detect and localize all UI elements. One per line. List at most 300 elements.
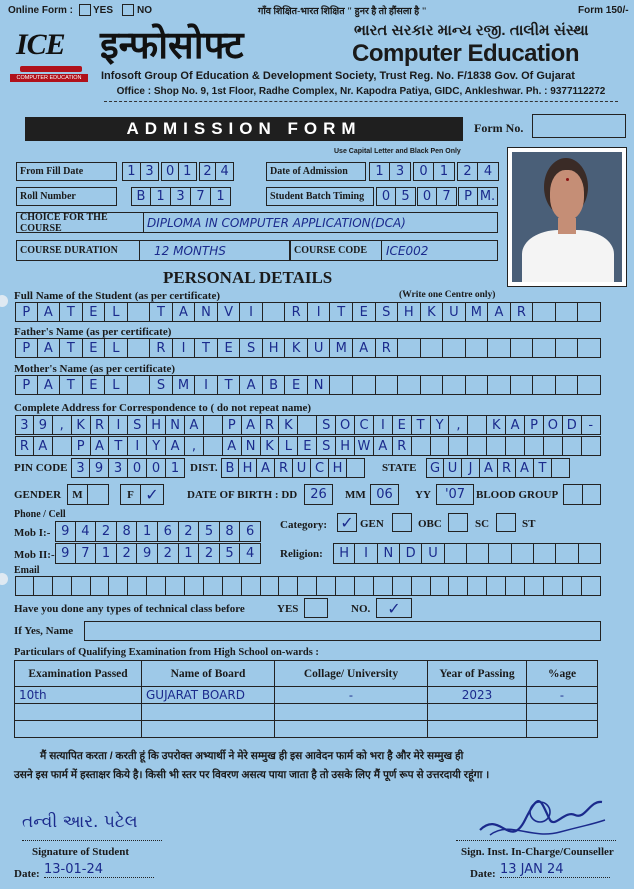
char-box[interactable]: B: [221, 458, 239, 478]
char-box[interactable]: [421, 375, 444, 395]
char-box[interactable]: [511, 375, 534, 395]
char-box[interactable]: [534, 543, 556, 564]
char-box[interactable]: 0: [147, 458, 166, 478]
char-box[interactable]: C: [311, 458, 329, 478]
char-box[interactable]: [330, 375, 353, 395]
char-box[interactable]: 7: [76, 543, 97, 564]
exam-cell[interactable]: [428, 721, 527, 738]
char-box[interactable]: [263, 302, 286, 322]
char-box[interactable]: [544, 576, 563, 596]
char-box[interactable]: S: [150, 375, 173, 395]
char-box[interactable]: [449, 576, 468, 596]
char-box[interactable]: 9: [55, 543, 76, 564]
char-box[interactable]: [525, 436, 544, 456]
char-box[interactable]: [128, 302, 151, 322]
char-box[interactable]: E: [353, 302, 376, 322]
char-box[interactable]: [298, 576, 317, 596]
char-box[interactable]: A: [374, 436, 393, 456]
char-box[interactable]: A: [38, 302, 61, 322]
char-box[interactable]: T: [195, 338, 218, 358]
col-university: Collage/ University: [275, 661, 428, 687]
char-box[interactable]: R: [261, 415, 280, 435]
char-box[interactable]: Y: [431, 415, 450, 435]
char-box[interactable]: V: [218, 302, 241, 322]
char-box[interactable]: J: [462, 458, 480, 478]
fill-date-boxes[interactable]: 1 3 0 1 2 4: [122, 162, 234, 181]
char-box[interactable]: D: [400, 543, 422, 564]
char-box[interactable]: [53, 436, 72, 456]
char-box[interactable]: I: [240, 302, 263, 322]
char-box[interactable]: K: [261, 436, 280, 456]
char-box[interactable]: K: [279, 415, 298, 435]
char-box[interactable]: T: [330, 302, 353, 322]
char-box[interactable]: B: [263, 375, 286, 395]
batch-timing-boxes[interactable]: 0 5 0 7 P M.: [376, 187, 498, 206]
char-box[interactable]: A: [257, 458, 275, 478]
char-box[interactable]: T: [218, 375, 241, 395]
char-box[interactable]: H: [263, 338, 286, 358]
father-name-boxes[interactable]: [15, 338, 601, 358]
char-box[interactable]: T: [109, 436, 128, 456]
char-box[interactable]: L: [105, 375, 128, 395]
char-box[interactable]: [506, 436, 525, 456]
char-box[interactable]: R: [285, 302, 308, 322]
pin-code-boxes[interactable]: [71, 458, 185, 478]
char-box[interactable]: 3: [15, 415, 34, 435]
char-box[interactable]: C: [355, 415, 374, 435]
char-box[interactable]: [72, 576, 91, 596]
char-box[interactable]: R: [376, 338, 399, 358]
char-box[interactable]: H: [329, 458, 347, 478]
char-box[interactable]: [298, 415, 317, 435]
char-box[interactable]: U: [443, 302, 466, 322]
char-box[interactable]: R: [511, 302, 534, 322]
char-box[interactable]: [556, 375, 579, 395]
declaration-line-2: उसने इस फार्म में हस्ताक्षर किये है। किसी भी स्तर पर विवरण असत्य पाया जाता है तो उसके लिए मैं पूर्ण रूप से उत्तरदायी रहूंगा ।: [14, 769, 490, 781]
char-box[interactable]: R: [393, 436, 412, 456]
char-box[interactable]: S: [317, 415, 336, 435]
char-box[interactable]: [525, 576, 544, 596]
char-box[interactable]: M: [330, 338, 353, 358]
char-box[interactable]: [449, 436, 468, 456]
char-box[interactable]: A: [223, 436, 242, 456]
char-box[interactable]: [166, 576, 185, 596]
char-box[interactable]: [204, 436, 223, 456]
char-box[interactable]: T: [60, 375, 83, 395]
char-box[interactable]: [443, 338, 466, 358]
dob-day-field[interactable]: 26: [304, 484, 333, 505]
mob2-boxes[interactable]: [55, 543, 261, 564]
char-box[interactable]: A: [353, 338, 376, 358]
char-box[interactable]: [468, 415, 487, 435]
char-box[interactable]: 1: [137, 521, 158, 542]
char-box[interactable]: [412, 436, 431, 456]
char-box[interactable]: E: [285, 375, 308, 395]
char-box[interactable]: L: [279, 436, 298, 456]
char-box[interactable]: O: [544, 415, 563, 435]
char-box[interactable]: 9: [55, 521, 76, 542]
char-box[interactable]: P: [223, 415, 242, 435]
religion-label: Religion:: [280, 548, 323, 560]
char-box[interactable]: 3: [71, 458, 90, 478]
char-box[interactable]: [563, 576, 582, 596]
char-box[interactable]: R: [498, 458, 516, 478]
char-box[interactable]: [556, 302, 579, 322]
char-box[interactable]: [376, 375, 399, 395]
char-box[interactable]: A: [185, 415, 204, 435]
char-box[interactable]: [374, 576, 393, 596]
char-box[interactable]: [468, 576, 487, 596]
category-obc-checkbox[interactable]: [392, 513, 412, 532]
char-box[interactable]: [398, 375, 421, 395]
char-box[interactable]: H: [147, 415, 166, 435]
char-box[interactable]: [466, 375, 489, 395]
char-box[interactable]: [466, 338, 489, 358]
char-box[interactable]: [489, 543, 511, 564]
institute-logo: [10, 26, 88, 84]
category-st-checkbox[interactable]: [496, 513, 516, 532]
char-box[interactable]: [204, 576, 223, 596]
char-box[interactable]: [533, 338, 556, 358]
district-boxes[interactable]: [221, 458, 365, 478]
counsellor-signature-line: [456, 840, 616, 841]
table-row[interactable]: [15, 704, 598, 721]
char-box[interactable]: A: [240, 375, 263, 395]
online-no-checkbox[interactable]: [122, 4, 134, 16]
char-box[interactable]: N: [166, 415, 185, 435]
char-box[interactable]: [109, 576, 128, 596]
form-fee: Form 150/-: [578, 5, 629, 16]
char-box[interactable]: [533, 302, 556, 322]
char-box[interactable]: [544, 436, 563, 456]
char-box[interactable]: K: [72, 415, 91, 435]
char-box[interactable]: [91, 576, 110, 596]
exam-cell[interactable]: [15, 721, 142, 738]
char-box[interactable]: P: [72, 436, 91, 456]
char-box[interactable]: [128, 375, 151, 395]
exam-cell[interactable]: 2023: [428, 687, 527, 704]
char-box[interactable]: [512, 543, 534, 564]
char-box[interactable]: [533, 375, 556, 395]
char-box[interactable]: K: [487, 415, 506, 435]
address-line1-boxes[interactable]: [15, 415, 601, 435]
char-box[interactable]: [34, 576, 53, 596]
char-box[interactable]: N: [378, 543, 400, 564]
char-box[interactable]: A: [34, 436, 53, 456]
char-box[interactable]: 1: [179, 543, 200, 564]
char-box[interactable]: E: [393, 415, 412, 435]
pin-code-label: PIN CODE: [14, 462, 68, 474]
char-box[interactable]: E: [298, 436, 317, 456]
char-box[interactable]: [443, 375, 466, 395]
char-box[interactable]: O: [336, 415, 355, 435]
char-box[interactable]: A: [488, 302, 511, 322]
char-box[interactable]: 3: [109, 458, 128, 478]
char-box[interactable]: W: [355, 436, 374, 456]
exam-cell[interactable]: [15, 704, 142, 721]
char-box[interactable]: [468, 436, 487, 456]
char-box[interactable]: A: [242, 415, 261, 435]
char-box[interactable]: [578, 302, 601, 322]
exam-cell[interactable]: [142, 721, 275, 738]
course-choice-field[interactable]: DIPLOMA IN COMPUTER APPLICATION(DCA): [144, 212, 498, 233]
exam-cell[interactable]: 10th: [15, 687, 142, 704]
char-box[interactable]: E: [218, 338, 241, 358]
form-no-field[interactable]: [532, 114, 626, 138]
char-box[interactable]: [317, 576, 336, 596]
char-box[interactable]: [412, 576, 431, 596]
char-box[interactable]: I: [109, 415, 128, 435]
char-box[interactable]: A: [91, 436, 110, 456]
char-box[interactable]: [421, 338, 444, 358]
char-box[interactable]: ,: [53, 415, 72, 435]
char-box[interactable]: A: [173, 302, 196, 322]
char-box[interactable]: [223, 576, 242, 596]
char-box[interactable]: A: [38, 338, 61, 358]
char-box[interactable]: R: [91, 415, 110, 435]
char-box[interactable]: K: [421, 302, 444, 322]
exam-cell[interactable]: -: [275, 687, 428, 704]
mob1-boxes[interactable]: [55, 521, 261, 542]
char-box[interactable]: 2: [179, 521, 200, 542]
char-box[interactable]: U: [444, 458, 462, 478]
char-box[interactable]: [487, 436, 506, 456]
char-box[interactable]: I: [374, 415, 393, 435]
char-box[interactable]: R: [150, 338, 173, 358]
char-box[interactable]: 9: [137, 543, 158, 564]
char-box[interactable]: H: [333, 543, 355, 564]
char-box[interactable]: -: [582, 415, 601, 435]
exam-cell[interactable]: [428, 704, 527, 721]
char-box[interactable]: [353, 375, 376, 395]
char-box[interactable]: 4: [240, 543, 261, 564]
student-date-field[interactable]: 13-01-24: [44, 862, 154, 878]
char-box[interactable]: 5: [199, 521, 220, 542]
char-box[interactable]: 2: [96, 521, 117, 542]
char-box[interactable]: 2: [117, 543, 138, 564]
char-box[interactable]: A: [166, 436, 185, 456]
col-year: Year of Passing: [428, 661, 527, 687]
full-name-boxes[interactable]: [15, 302, 601, 322]
char-box[interactable]: 8: [220, 521, 241, 542]
char-box[interactable]: [579, 543, 601, 564]
dob-label: DATE OF BIRTH : DD: [187, 489, 298, 501]
char-box[interactable]: 5: [220, 543, 241, 564]
religion-boxes[interactable]: [333, 543, 601, 564]
char-box[interactable]: [15, 576, 34, 596]
category-sc-checkbox[interactable]: [448, 513, 468, 532]
char-box[interactable]: ,: [185, 436, 204, 456]
dob-month-field[interactable]: 06: [370, 484, 399, 505]
char-box[interactable]: [53, 576, 72, 596]
char-box[interactable]: [279, 576, 298, 596]
dob-year-field[interactable]: '07: [436, 484, 474, 505]
category-obc-label: OBC: [418, 518, 442, 530]
char-box[interactable]: [552, 458, 570, 478]
char-box[interactable]: T: [150, 302, 173, 322]
roll-number-boxes[interactable]: B 1 3 7 1: [131, 187, 231, 206]
char-box[interactable]: 8: [117, 521, 138, 542]
char-box[interactable]: R: [275, 458, 293, 478]
form-title: ADMISSION FORM: [25, 117, 463, 141]
gender-m-box[interactable]: [87, 484, 109, 505]
char-box[interactable]: [556, 338, 579, 358]
char-box[interactable]: P: [525, 415, 544, 435]
tech-yes-checkbox[interactable]: [304, 598, 328, 618]
char-box[interactable]: A: [38, 375, 61, 395]
char-box[interactable]: I: [308, 302, 331, 322]
exam-cell[interactable]: -: [527, 687, 598, 704]
category-gen-checkbox[interactable]: ✓: [337, 513, 357, 532]
char-box[interactable]: [467, 543, 489, 564]
char-box[interactable]: K: [285, 338, 308, 358]
char-box[interactable]: [242, 576, 261, 596]
course-code-field[interactable]: ICE002: [382, 240, 498, 261]
char-box[interactable]: [578, 375, 601, 395]
char-box[interactable]: [185, 576, 204, 596]
char-box[interactable]: [431, 436, 450, 456]
state-boxes[interactable]: [426, 458, 570, 478]
logo-caption: COMPUTER EDUCATION: [10, 74, 88, 82]
char-box[interactable]: [563, 436, 582, 456]
capital-note: Use Capital Letter and Black Pen Only: [334, 148, 461, 155]
admission-date-boxes[interactable]: 1 3 0 1 2 4: [369, 162, 499, 181]
char-box[interactable]: [128, 338, 151, 358]
tech-class-question: Have you done any types of technical class before: [14, 603, 245, 615]
char-box[interactable]: I: [128, 436, 147, 456]
char-box[interactable]: H: [239, 458, 257, 478]
char-box[interactable]: [488, 338, 511, 358]
exam-cell[interactable]: [527, 704, 598, 721]
char-box[interactable]: 0: [128, 458, 147, 478]
category-label: Category:: [280, 519, 328, 531]
char-box[interactable]: [347, 458, 365, 478]
char-box[interactable]: U: [308, 338, 331, 358]
char-box[interactable]: M: [173, 375, 196, 395]
char-box[interactable]: 9: [34, 415, 53, 435]
exam-cell[interactable]: [275, 721, 428, 738]
char-box[interactable]: P: [15, 338, 38, 358]
char-box[interactable]: [582, 576, 601, 596]
char-box[interactable]: H: [398, 302, 421, 322]
exam-cell[interactable]: GUJARAT BOARD: [142, 687, 275, 704]
exam-cell[interactable]: [275, 704, 428, 721]
char-box[interactable]: E: [83, 302, 106, 322]
char-box[interactable]: [355, 576, 374, 596]
char-box[interactable]: [488, 375, 511, 395]
char-box[interactable]: ,: [449, 415, 468, 435]
char-box[interactable]: T: [412, 415, 431, 435]
gender-label: GENDER: [14, 489, 62, 501]
char-box[interactable]: [261, 576, 280, 596]
table-row[interactable]: [15, 687, 598, 704]
address-line2-boxes[interactable]: [15, 436, 601, 456]
if-yes-name-field[interactable]: [84, 621, 601, 641]
email-boxes[interactable]: [15, 576, 601, 596]
char-box[interactable]: [578, 338, 601, 358]
char-box[interactable]: I: [195, 375, 218, 395]
char-box[interactable]: E: [83, 375, 106, 395]
mother-name-boxes[interactable]: [15, 375, 601, 395]
char-box[interactable]: 6: [240, 521, 261, 542]
group-line: Infosoft Group Of Education & Development Society, Trust Reg. No. F/1838 Gov. Of Gujarat: [101, 70, 575, 82]
char-box[interactable]: I: [355, 543, 377, 564]
char-box[interactable]: [128, 576, 147, 596]
exam-cell[interactable]: [142, 704, 275, 721]
char-box[interactable]: R: [15, 436, 34, 456]
char-box[interactable]: S: [376, 302, 399, 322]
char-box[interactable]: U: [293, 458, 311, 478]
char-box[interactable]: L: [105, 302, 128, 322]
char-box[interactable]: [393, 576, 412, 596]
char-box[interactable]: N: [242, 436, 261, 456]
course-duration-field[interactable]: 12 MONTHS: [140, 240, 290, 261]
char-box[interactable]: [582, 436, 601, 456]
char-box[interactable]: L: [105, 338, 128, 358]
char-box[interactable]: D: [563, 415, 582, 435]
blood-group-field[interactable]: [563, 484, 601, 505]
char-box[interactable]: [445, 543, 467, 564]
char-box[interactable]: [506, 576, 525, 596]
char-box[interactable]: 4: [76, 521, 97, 542]
char-box[interactable]: 1: [96, 543, 117, 564]
char-box[interactable]: [204, 415, 223, 435]
char-box[interactable]: A: [506, 415, 525, 435]
char-box[interactable]: P: [15, 302, 38, 322]
char-box[interactable]: T: [534, 458, 552, 478]
centre-note: (Write one Centre only): [399, 290, 496, 300]
char-box[interactable]: [336, 576, 355, 596]
char-box[interactable]: S: [128, 415, 147, 435]
exam-cell[interactable]: [527, 721, 598, 738]
char-box[interactable]: U: [422, 543, 444, 564]
char-box[interactable]: I: [173, 338, 196, 358]
char-box[interactable]: 2: [158, 543, 179, 564]
char-box[interactable]: [147, 576, 166, 596]
char-box[interactable]: [511, 338, 534, 358]
char-box[interactable]: M: [466, 302, 489, 322]
char-box[interactable]: 1: [166, 458, 185, 478]
char-box[interactable]: H: [336, 436, 355, 456]
char-box[interactable]: P: [15, 375, 38, 395]
char-box[interactable]: 6: [158, 521, 179, 542]
online-yes-checkbox[interactable]: [79, 4, 91, 16]
char-box[interactable]: Y: [147, 436, 166, 456]
tech-no-checkbox[interactable]: ✓: [376, 598, 412, 618]
char-box[interactable]: [431, 576, 450, 596]
char-box[interactable]: E: [83, 338, 106, 358]
char-box[interactable]: S: [240, 338, 263, 358]
category-st-label: ST: [522, 518, 536, 530]
char-box[interactable]: T: [60, 302, 83, 322]
char-box[interactable]: [556, 543, 578, 564]
char-box[interactable]: 9: [90, 458, 109, 478]
char-box[interactable]: A: [516, 458, 534, 478]
char-box[interactable]: N: [195, 302, 218, 322]
char-box[interactable]: N: [308, 375, 331, 395]
char-box[interactable]: [487, 576, 506, 596]
gender-f-box[interactable]: ✓: [140, 484, 164, 505]
counsellor-date-field[interactable]: 13 JAN 24: [500, 862, 610, 878]
char-box[interactable]: G: [426, 458, 444, 478]
table-row[interactable]: [15, 721, 598, 738]
char-box[interactable]: T: [60, 338, 83, 358]
char-box[interactable]: S: [317, 436, 336, 456]
char-box[interactable]: [398, 338, 421, 358]
if-yes-name-label: If Yes, Name: [14, 625, 74, 637]
char-box[interactable]: A: [480, 458, 498, 478]
char-box[interactable]: 2: [199, 543, 220, 564]
